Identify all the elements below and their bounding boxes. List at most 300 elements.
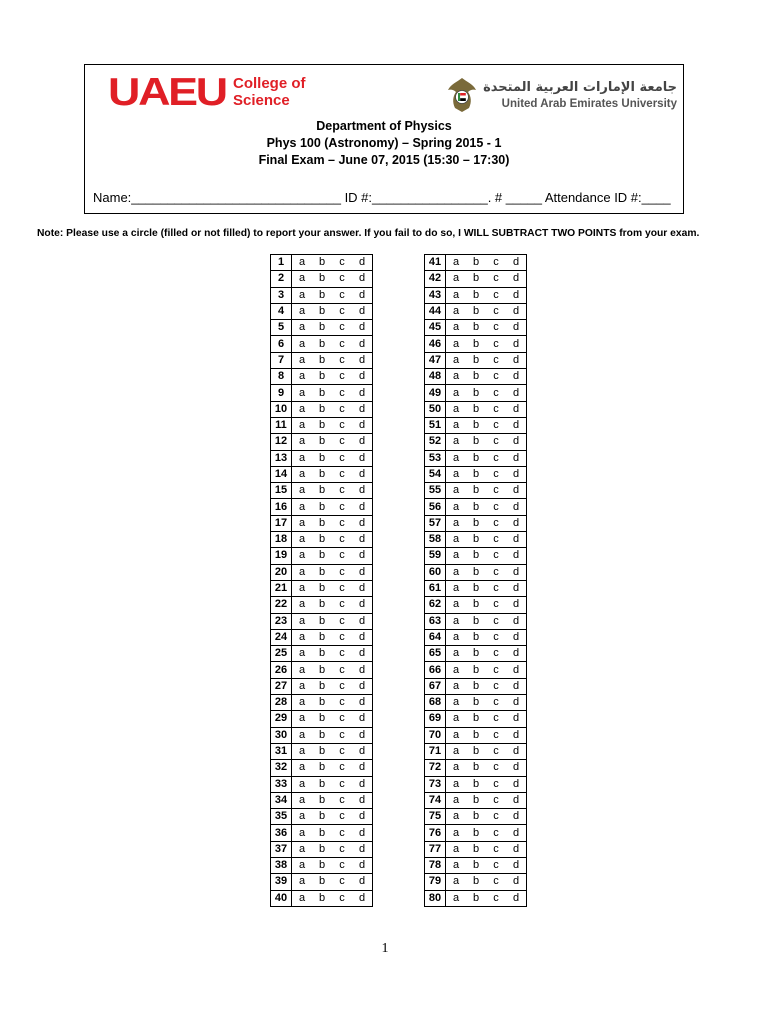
answer-option-b[interactable]: b (312, 776, 332, 792)
answer-option-d[interactable]: d (506, 678, 527, 694)
answer-option-d[interactable]: d (352, 320, 373, 336)
answer-option-a[interactable]: a (446, 646, 467, 662)
answer-option-d[interactable]: d (352, 532, 373, 548)
answer-option-a[interactable]: a (446, 401, 467, 417)
answer-option-b[interactable]: b (312, 352, 332, 368)
answer-option-a[interactable]: a (446, 629, 467, 645)
answer-option-a[interactable]: a (446, 743, 467, 759)
answer-option-b[interactable]: b (312, 874, 332, 890)
answer-option-d[interactable]: d (352, 352, 373, 368)
answer-option-b[interactable]: b (466, 499, 486, 515)
answer-option-a[interactable]: a (292, 580, 313, 596)
answer-option-d[interactable]: d (352, 515, 373, 531)
answer-option-c[interactable]: c (486, 320, 506, 336)
answer-option-c[interactable]: c (486, 450, 506, 466)
answer-option-b[interactable]: b (466, 352, 486, 368)
answer-option-d[interactable]: d (352, 548, 373, 564)
answer-option-b[interactable]: b (466, 303, 486, 319)
answer-option-d[interactable]: d (506, 857, 527, 873)
answer-option-c[interactable]: c (486, 597, 506, 613)
answer-option-a[interactable]: a (446, 874, 467, 890)
answer-option-b[interactable]: b (312, 548, 332, 564)
answer-option-c[interactable]: c (486, 271, 506, 287)
answer-option-b[interactable]: b (466, 662, 486, 678)
answer-option-b[interactable]: b (466, 857, 486, 873)
answer-option-b[interactable]: b (466, 874, 486, 890)
answer-option-a[interactable]: a (292, 532, 313, 548)
answer-option-d[interactable]: d (506, 890, 527, 906)
answer-option-c[interactable]: c (486, 776, 506, 792)
answer-option-d[interactable]: d (506, 580, 527, 596)
answer-option-c[interactable]: c (486, 841, 506, 857)
student-info-line[interactable]: Name:_____________________________ ID #:________________. # _____ Attendance ID #:____ (93, 190, 671, 205)
answer-option-b[interactable]: b (312, 450, 332, 466)
answer-option-c[interactable]: c (332, 255, 352, 271)
answer-option-b[interactable]: b (312, 303, 332, 319)
answer-option-c[interactable]: c (486, 613, 506, 629)
answer-option-c[interactable]: c (332, 711, 352, 727)
answer-option-b[interactable]: b (312, 695, 332, 711)
answer-option-c[interactable]: c (332, 417, 352, 433)
answer-option-a[interactable]: a (446, 450, 467, 466)
answer-option-a[interactable]: a (292, 792, 313, 808)
answer-option-b[interactable]: b (312, 597, 332, 613)
answer-option-b[interactable]: b (466, 711, 486, 727)
answer-option-b[interactable]: b (312, 385, 332, 401)
answer-option-a[interactable]: a (446, 385, 467, 401)
answer-option-a[interactable]: a (292, 711, 313, 727)
answer-option-c[interactable]: c (486, 255, 506, 271)
answer-option-d[interactable]: d (352, 711, 373, 727)
answer-option-a[interactable]: a (446, 336, 467, 352)
answer-option-a[interactable]: a (446, 678, 467, 694)
answer-option-d[interactable]: d (352, 466, 373, 482)
answer-option-a[interactable]: a (446, 825, 467, 841)
answer-option-b[interactable]: b (466, 385, 486, 401)
answer-option-c[interactable]: c (332, 352, 352, 368)
answer-option-a[interactable]: a (292, 776, 313, 792)
answer-option-a[interactable]: a (292, 515, 313, 531)
answer-option-b[interactable]: b (466, 760, 486, 776)
answer-option-b[interactable]: b (312, 809, 332, 825)
answer-option-a[interactable]: a (292, 564, 313, 580)
answer-option-d[interactable]: d (506, 629, 527, 645)
answer-option-d[interactable]: d (506, 271, 527, 287)
answer-option-d[interactable]: d (506, 499, 527, 515)
answer-option-b[interactable]: b (312, 857, 332, 873)
answer-option-b[interactable]: b (312, 287, 332, 303)
answer-option-d[interactable]: d (352, 678, 373, 694)
answer-option-d[interactable]: d (506, 515, 527, 531)
answer-option-c[interactable]: c (332, 874, 352, 890)
answer-option-b[interactable]: b (466, 743, 486, 759)
answer-option-b[interactable]: b (466, 369, 486, 385)
answer-option-c[interactable]: c (332, 695, 352, 711)
answer-option-d[interactable]: d (506, 662, 527, 678)
answer-option-c[interactable]: c (486, 548, 506, 564)
answer-option-b[interactable]: b (466, 320, 486, 336)
answer-option-c[interactable]: c (332, 303, 352, 319)
answer-option-d[interactable]: d (352, 857, 373, 873)
answer-option-c[interactable]: c (486, 369, 506, 385)
answer-option-d[interactable]: d (506, 613, 527, 629)
answer-option-d[interactable]: d (506, 532, 527, 548)
answer-option-c[interactable]: c (332, 548, 352, 564)
answer-option-d[interactable]: d (506, 597, 527, 613)
answer-option-d[interactable]: d (352, 564, 373, 580)
answer-option-a[interactable]: a (446, 809, 467, 825)
answer-option-c[interactable]: c (332, 809, 352, 825)
answer-option-c[interactable]: c (332, 760, 352, 776)
answer-option-b[interactable]: b (312, 890, 332, 906)
answer-option-a[interactable]: a (292, 385, 313, 401)
answer-option-c[interactable]: c (332, 580, 352, 596)
answer-option-a[interactable]: a (446, 792, 467, 808)
answer-option-b[interactable]: b (312, 760, 332, 776)
answer-option-c[interactable]: c (486, 825, 506, 841)
answer-option-c[interactable]: c (486, 580, 506, 596)
answer-option-a[interactable]: a (446, 776, 467, 792)
answer-option-b[interactable]: b (466, 809, 486, 825)
answer-option-c[interactable]: c (332, 515, 352, 531)
answer-option-c[interactable]: c (486, 401, 506, 417)
answer-option-c[interactable]: c (486, 532, 506, 548)
answer-option-d[interactable]: d (506, 760, 527, 776)
answer-option-c[interactable]: c (486, 466, 506, 482)
answer-option-b[interactable]: b (312, 320, 332, 336)
answer-option-b[interactable]: b (466, 401, 486, 417)
answer-option-a[interactable]: a (292, 320, 313, 336)
answer-option-b[interactable]: b (312, 515, 332, 531)
answer-option-b[interactable]: b (466, 613, 486, 629)
answer-option-c[interactable]: c (332, 776, 352, 792)
answer-option-b[interactable]: b (312, 841, 332, 857)
answer-option-a[interactable]: a (292, 890, 313, 906)
answer-option-a[interactable]: a (446, 580, 467, 596)
answer-option-c[interactable]: c (332, 613, 352, 629)
answer-option-b[interactable]: b (466, 841, 486, 857)
answer-option-c[interactable]: c (332, 743, 352, 759)
answer-option-b[interactable]: b (466, 255, 486, 271)
answer-option-d[interactable]: d (506, 466, 527, 482)
answer-option-d[interactable]: d (506, 776, 527, 792)
answer-option-d[interactable]: d (352, 499, 373, 515)
answer-option-c[interactable]: c (332, 841, 352, 857)
answer-option-c[interactable]: c (486, 483, 506, 499)
answer-option-a[interactable]: a (446, 417, 467, 433)
answer-option-a[interactable]: a (446, 271, 467, 287)
answer-option-a[interactable]: a (446, 760, 467, 776)
answer-option-d[interactable]: d (506, 564, 527, 580)
answer-option-b[interactable]: b (312, 369, 332, 385)
answer-option-c[interactable]: c (486, 352, 506, 368)
answer-option-b[interactable]: b (466, 629, 486, 645)
answer-option-c[interactable]: c (486, 499, 506, 515)
answer-option-a[interactable]: a (446, 303, 467, 319)
answer-option-c[interactable]: c (486, 890, 506, 906)
answer-option-d[interactable]: d (352, 809, 373, 825)
answer-option-a[interactable]: a (446, 711, 467, 727)
answer-option-d[interactable]: d (506, 727, 527, 743)
answer-option-c[interactable]: c (486, 857, 506, 873)
answer-option-a[interactable]: a (446, 287, 467, 303)
answer-option-c[interactable]: c (486, 695, 506, 711)
answer-option-a[interactable]: a (446, 352, 467, 368)
answer-option-c[interactable]: c (486, 678, 506, 694)
answer-option-b[interactable]: b (312, 532, 332, 548)
answer-option-c[interactable]: c (332, 287, 352, 303)
answer-option-d[interactable]: d (352, 483, 373, 499)
answer-option-d[interactable]: d (506, 711, 527, 727)
answer-option-a[interactable]: a (446, 727, 467, 743)
answer-option-a[interactable]: a (292, 401, 313, 417)
answer-option-a[interactable]: a (446, 890, 467, 906)
answer-option-d[interactable]: d (506, 743, 527, 759)
answer-option-a[interactable]: a (446, 548, 467, 564)
answer-option-d[interactable]: d (352, 401, 373, 417)
answer-option-c[interactable]: c (332, 532, 352, 548)
answer-option-c[interactable]: c (332, 499, 352, 515)
answer-option-a[interactable]: a (292, 352, 313, 368)
answer-option-c[interactable]: c (332, 857, 352, 873)
answer-option-d[interactable]: d (506, 874, 527, 890)
answer-option-b[interactable]: b (466, 271, 486, 287)
answer-option-c[interactable]: c (332, 597, 352, 613)
answer-option-d[interactable]: d (506, 385, 527, 401)
answer-option-d[interactable]: d (506, 434, 527, 450)
answer-option-b[interactable]: b (312, 483, 332, 499)
answer-option-b[interactable]: b (312, 271, 332, 287)
answer-option-d[interactable]: d (352, 760, 373, 776)
answer-option-c[interactable]: c (486, 515, 506, 531)
answer-option-a[interactable]: a (446, 466, 467, 482)
answer-option-c[interactable]: c (486, 809, 506, 825)
answer-option-c[interactable]: c (486, 287, 506, 303)
answer-option-b[interactable]: b (466, 792, 486, 808)
answer-option-a[interactable]: a (446, 499, 467, 515)
answer-option-c[interactable]: c (486, 629, 506, 645)
answer-option-a[interactable]: a (292, 450, 313, 466)
answer-option-d[interactable]: d (352, 841, 373, 857)
answer-option-c[interactable]: c (332, 450, 352, 466)
answer-option-b[interactable]: b (312, 434, 332, 450)
answer-option-a[interactable]: a (292, 629, 313, 645)
answer-option-c[interactable]: c (332, 727, 352, 743)
answer-option-c[interactable]: c (486, 646, 506, 662)
answer-option-b[interactable]: b (312, 727, 332, 743)
answer-option-b[interactable]: b (466, 646, 486, 662)
answer-option-a[interactable]: a (292, 613, 313, 629)
answer-option-d[interactable]: d (352, 646, 373, 662)
answer-option-d[interactable]: d (506, 255, 527, 271)
answer-option-d[interactable]: d (352, 369, 373, 385)
answer-option-d[interactable]: d (352, 417, 373, 433)
answer-option-b[interactable]: b (466, 695, 486, 711)
answer-option-b[interactable]: b (312, 401, 332, 417)
answer-option-c[interactable]: c (486, 417, 506, 433)
answer-option-c[interactable]: c (486, 743, 506, 759)
answer-option-a[interactable]: a (292, 548, 313, 564)
answer-option-b[interactable]: b (312, 646, 332, 662)
answer-option-b[interactable]: b (466, 548, 486, 564)
answer-option-c[interactable]: c (332, 629, 352, 645)
answer-option-d[interactable]: d (352, 613, 373, 629)
answer-option-b[interactable]: b (466, 417, 486, 433)
answer-option-b[interactable]: b (466, 466, 486, 482)
answer-option-d[interactable]: d (506, 792, 527, 808)
answer-option-a[interactable]: a (292, 417, 313, 433)
answer-option-a[interactable]: a (446, 857, 467, 873)
answer-option-a[interactable]: a (446, 434, 467, 450)
answer-option-a[interactable]: a (292, 727, 313, 743)
answer-option-d[interactable]: d (352, 662, 373, 678)
answer-option-c[interactable]: c (332, 336, 352, 352)
answer-option-d[interactable]: d (352, 743, 373, 759)
answer-option-a[interactable]: a (292, 874, 313, 890)
answer-option-b[interactable]: b (466, 776, 486, 792)
answer-option-d[interactable]: d (352, 825, 373, 841)
answer-option-d[interactable]: d (352, 890, 373, 906)
answer-option-c[interactable]: c (332, 320, 352, 336)
answer-option-d[interactable]: d (352, 727, 373, 743)
answer-option-b[interactable]: b (312, 629, 332, 645)
answer-option-d[interactable]: d (352, 597, 373, 613)
answer-option-b[interactable]: b (466, 450, 486, 466)
answer-option-b[interactable]: b (312, 613, 332, 629)
answer-option-b[interactable]: b (312, 466, 332, 482)
answer-option-a[interactable]: a (292, 483, 313, 499)
answer-option-d[interactable]: d (506, 483, 527, 499)
answer-option-d[interactable]: d (506, 825, 527, 841)
answer-option-a[interactable]: a (446, 597, 467, 613)
answer-option-d[interactable]: d (352, 303, 373, 319)
answer-option-a[interactable]: a (292, 678, 313, 694)
answer-option-d[interactable]: d (506, 352, 527, 368)
answer-option-b[interactable]: b (312, 678, 332, 694)
answer-option-d[interactable]: d (352, 434, 373, 450)
answer-option-b[interactable]: b (312, 564, 332, 580)
answer-option-c[interactable]: c (486, 336, 506, 352)
answer-option-b[interactable]: b (312, 499, 332, 515)
answer-option-a[interactable]: a (446, 515, 467, 531)
answer-option-c[interactable]: c (332, 825, 352, 841)
answer-option-b[interactable]: b (312, 662, 332, 678)
answer-option-a[interactable]: a (292, 760, 313, 776)
answer-option-d[interactable]: d (352, 255, 373, 271)
answer-option-c[interactable]: c (332, 662, 352, 678)
answer-option-c[interactable]: c (332, 369, 352, 385)
answer-option-a[interactable]: a (292, 303, 313, 319)
answer-option-c[interactable]: c (332, 792, 352, 808)
answer-option-c[interactable]: c (486, 385, 506, 401)
answer-option-d[interactable]: d (506, 695, 527, 711)
answer-option-d[interactable]: d (352, 336, 373, 352)
answer-option-a[interactable]: a (446, 695, 467, 711)
answer-option-d[interactable]: d (352, 776, 373, 792)
answer-option-c[interactable]: c (332, 483, 352, 499)
answer-option-b[interactable]: b (312, 743, 332, 759)
answer-option-a[interactable]: a (446, 662, 467, 678)
answer-option-a[interactable]: a (292, 434, 313, 450)
answer-option-a[interactable]: a (446, 483, 467, 499)
answer-option-a[interactable]: a (446, 255, 467, 271)
answer-option-d[interactable]: d (506, 369, 527, 385)
answer-option-a[interactable]: a (446, 564, 467, 580)
answer-option-d[interactable]: d (506, 809, 527, 825)
answer-option-d[interactable]: d (352, 450, 373, 466)
answer-option-b[interactable]: b (312, 580, 332, 596)
answer-option-d[interactable]: d (352, 792, 373, 808)
answer-option-b[interactable]: b (312, 255, 332, 271)
answer-option-b[interactable]: b (466, 678, 486, 694)
answer-option-c[interactable]: c (486, 303, 506, 319)
answer-option-d[interactable]: d (506, 336, 527, 352)
answer-option-a[interactable]: a (292, 841, 313, 857)
answer-option-d[interactable]: d (506, 841, 527, 857)
answer-option-d[interactable]: d (506, 303, 527, 319)
answer-option-d[interactable]: d (352, 580, 373, 596)
answer-option-c[interactable]: c (486, 874, 506, 890)
answer-option-a[interactable]: a (292, 369, 313, 385)
answer-option-c[interactable]: c (332, 271, 352, 287)
answer-option-d[interactable]: d (506, 417, 527, 433)
answer-option-d[interactable]: d (506, 320, 527, 336)
answer-option-a[interactable]: a (292, 336, 313, 352)
answer-option-b[interactable]: b (466, 890, 486, 906)
answer-option-b[interactable]: b (466, 597, 486, 613)
answer-option-b[interactable]: b (312, 792, 332, 808)
answer-option-a[interactable]: a (292, 825, 313, 841)
answer-option-a[interactable]: a (292, 646, 313, 662)
answer-option-a[interactable]: a (446, 613, 467, 629)
answer-option-b[interactable]: b (466, 287, 486, 303)
answer-option-c[interactable]: c (332, 646, 352, 662)
answer-option-c[interactable]: c (332, 564, 352, 580)
answer-option-d[interactable]: d (506, 646, 527, 662)
answer-option-a[interactable]: a (292, 271, 313, 287)
answer-option-b[interactable]: b (466, 515, 486, 531)
answer-option-d[interactable]: d (352, 629, 373, 645)
answer-option-d[interactable]: d (352, 287, 373, 303)
answer-option-c[interactable]: c (486, 662, 506, 678)
answer-option-a[interactable]: a (292, 809, 313, 825)
answer-option-d[interactable]: d (506, 401, 527, 417)
answer-option-c[interactable]: c (486, 564, 506, 580)
answer-option-a[interactable]: a (292, 466, 313, 482)
answer-option-b[interactable]: b (466, 336, 486, 352)
answer-option-c[interactable]: c (332, 385, 352, 401)
answer-option-a[interactable]: a (446, 841, 467, 857)
answer-option-b[interactable]: b (466, 532, 486, 548)
answer-option-b[interactable]: b (466, 580, 486, 596)
answer-option-b[interactable]: b (466, 483, 486, 499)
answer-option-b[interactable]: b (312, 336, 332, 352)
answer-option-c[interactable]: c (486, 727, 506, 743)
answer-option-a[interactable]: a (292, 597, 313, 613)
answer-option-a[interactable]: a (292, 695, 313, 711)
answer-option-c[interactable]: c (332, 890, 352, 906)
answer-option-b[interactable]: b (312, 417, 332, 433)
answer-option-c[interactable]: c (486, 792, 506, 808)
answer-option-b[interactable]: b (312, 711, 332, 727)
answer-option-c[interactable]: c (486, 434, 506, 450)
answer-option-d[interactable]: d (506, 548, 527, 564)
answer-option-c[interactable]: c (332, 466, 352, 482)
answer-option-a[interactable]: a (292, 255, 313, 271)
answer-option-a[interactable]: a (292, 743, 313, 759)
answer-option-a[interactable]: a (446, 532, 467, 548)
answer-option-a[interactable]: a (292, 287, 313, 303)
